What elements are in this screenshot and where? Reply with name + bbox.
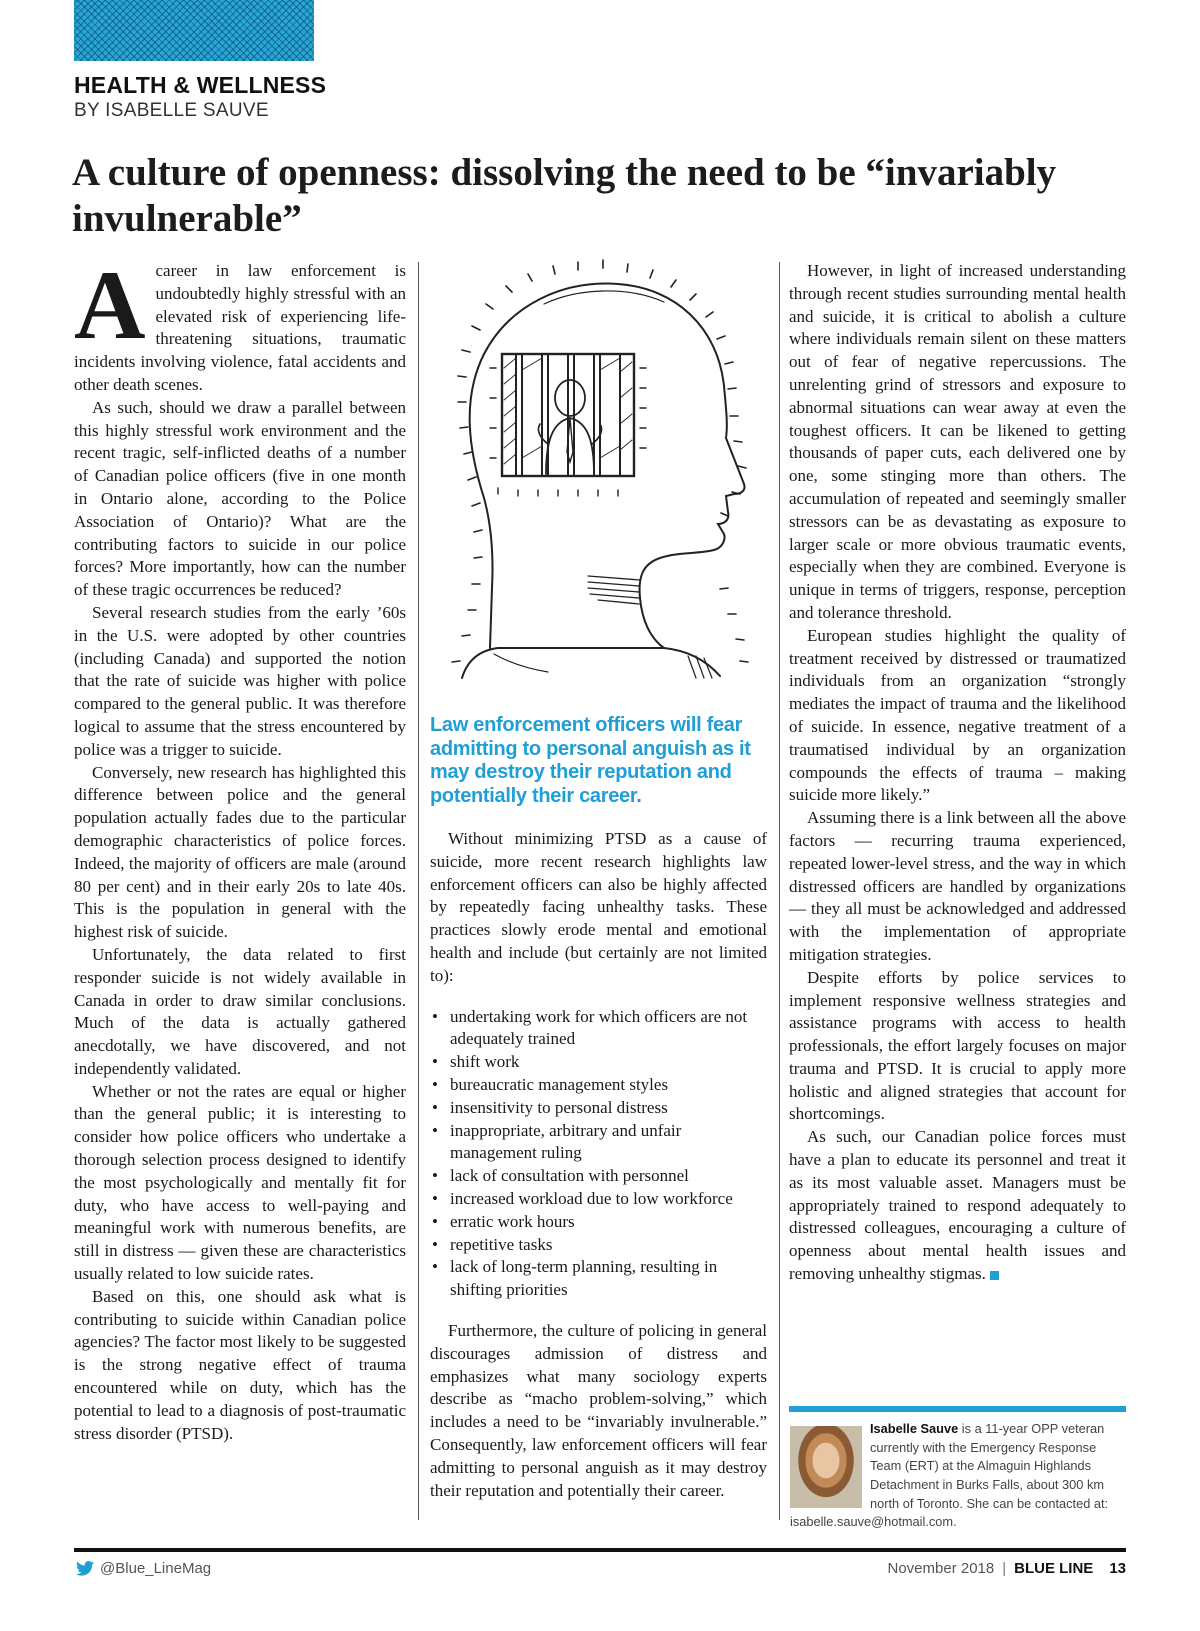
paragraph: As such, should we draw a parallel between this highly stressful work environment and the recent tragic, self-inflicted deaths of a number of Canadian police officers (five in one month in Ontario alone, according to the Police Association of Ontario)? What are the contributing factors to suicide in our police forces? More importantly, how can the number of these tragic occurrences be reduced?: [74, 397, 406, 600]
article-column-3: [789, 260, 1126, 1286]
paragraph: Despite efforts by police services to implement responsive wellness strategies and assistance programs with access to health professionals, the effort largely focuses on major trauma and PTSD. It is crucial to apply more holistic and aligned strategies that account for shortcomings.: [789, 967, 1126, 1124]
header-pattern-band: [74, 0, 314, 61]
pull-quote: Law enforcement officers will fear admitting to personal anguish as it may destroy their reputation and potentially their career.: [430, 714, 751, 807]
paragraph: Without minimizing PTSD as a cause of suicide, more recent research highlights law enforcement officers can also be highly affected by repeatedly facing unhealthy tasks. These practices slowly erode mental and emotional health and include (but certainly are not limited to):: [430, 829, 767, 985]
list-item: • lack of long-term planning, resulting in shifting priorities: [430, 1256, 767, 1302]
author-photo: [790, 1426, 862, 1508]
paragraph: Unfortunately, the data related to first responder suicide is not widely available in Canada in order to draw similar conclusions. Much of the data is actually gathered anecdotally, we have discovered, and not independently validated.: [74, 944, 406, 1078]
list-item: • increased workload due to low workforce: [430, 1188, 767, 1211]
article-headline: A culture of openness: dissolving the need to be “invariably invulnerable”: [72, 151, 1057, 240]
column-divider: [779, 262, 780, 1520]
paragraph: Assuming there is a link between all the above factors — recurring trauma experienced, repeated lower-level stress, and the way in which distressed officers are handled by organizations — they all must be acknowledged and addressed with the implementation of appropriate mitigation strategies.: [789, 808, 1126, 964]
footer-folio: [888, 1560, 1127, 1577]
article-column-1: [74, 251, 406, 1445]
section-label: HEALTH & WELLNESS: [74, 72, 327, 98]
list-item: • insensitivity to personal distress: [430, 1097, 767, 1120]
paragraph: Several research studies from the early ’60s in the U.S. were adopted by other countries (including Canada) and supported the notion that the rate of suicide was higher with police compared to the general public. It was therefore logical to assume that the stress encountered by police was a trigger to suicide.: [74, 602, 406, 759]
paragraph: Furthermore, the culture of policing in general discourages admission of distress and emphasizes what many sociology experts describe as “macho problem-solving,” which includes a need to be “invariably invulnerable.” Consequently, law enforcement officers will fear admitting to personal anguish as it may destroy their reputation and potentially their career.: [430, 1320, 767, 1500]
list-item: • repetitive tasks: [430, 1234, 767, 1257]
paragraph: Based on this, one should ask what is contributing to suicide within Canadian police agencies? The factor most likely to be suggested is the strong negative effect of trauma encountered while on duty, which has the potential to lead to a diagnosis of post-traumatic stress disorder (PTSD).: [74, 1286, 406, 1443]
folio-separator: |: [1002, 1560, 1007, 1577]
list-item: • lack of consultation with personnel: [430, 1165, 767, 1188]
page-number: 13: [1109, 1560, 1126, 1577]
footer-rule: [74, 1548, 1126, 1552]
author-name: Isabelle Sauve: [870, 1421, 959, 1436]
paragraph: A career in law enforcement is undoubtedly highly stressful with an elevated risk of experiencing life-threatening situations, traumatic incidents involving violence, fatal accidents and other death scenes.: [74, 251, 406, 394]
paragraph: However, in light of increased understanding through recent studies surrounding mental health and suicide, it is critical to abolish a culture where individuals remain silent on these matters out of fear of negative repercussions. The unrelenting grind of stressors and exposure to abnormal situations can wear away at even the toughest officers. It can be likened to getting thousands of paper cuts, each delivered one by one, some stinging more than others. The accumulation of repeated and seemingly smaller stressors can be as devastating as exposure to larger scale or more obvious traumatic events, especially when they are combined. Everyone is unique in terms of triggers, response, perception and tolerance threshold.: [789, 261, 1126, 622]
byline: BY ISABELLE SAUVE: [74, 100, 269, 121]
head-prison-illustration: [428, 258, 770, 692]
bio-accent-bar: [789, 1406, 1126, 1412]
twitter-bird-icon: [76, 1561, 94, 1576]
end-of-article-mark: [990, 1271, 999, 1280]
stressor-list: [430, 1006, 767, 1302]
paragraph: European studies highlight the quality of treatment received by distressed or traumatized individuals from an organization “strongly mediates the impact of trauma and the likelihood of suicide. In essence, negative treatment of a traumatised individual by an organization compounds the effects of trauma – making suicide more likely.”: [789, 625, 1126, 805]
list-item: • shift work: [430, 1051, 767, 1074]
paragraph: As such, our Canadian police forces must have a plan to educate its personnel and treat it as its most valuable asset. Managers must be appropriately trained to respond adequately to distressed colleagues, encouraging a culture of openness about mental health issues and removing unhealthy stigmas.: [789, 1127, 1126, 1284]
drop-cap: A: [74, 251, 146, 360]
magazine-name: BLUE LINE: [1014, 1560, 1094, 1577]
list-item: • inappropriate, arbitrary and unfair management ruling: [430, 1120, 767, 1166]
list-item: • bureaucratic management styles: [430, 1074, 767, 1097]
author-bio: Isabelle Sauve is a 11-year OPP veteran currently with the Emergency Response Team (ERT) at the Almaguin Highlands Detachment in Burks Falls, about 300 km north of Toronto. She can be contacted at:: [870, 1421, 1109, 1511]
footer-social[interactable]: [76, 1560, 211, 1577]
article-column-2: [430, 828, 767, 1502]
issue-date: November 2018: [887, 1560, 995, 1577]
list-item: • erratic work hours: [430, 1211, 767, 1234]
column-divider: [418, 262, 419, 1520]
paragraph: Whether or not the rates are equal or higher than the general public; it is interesting to consider how police officers who undertake a thorough selection process designed to identify the most psychologically and mentally fit for duty, who have access to well-paying and meaningful work with numerous benefits, are still in distress — given these are characteristics usually related to low suicide rates.: [74, 1081, 406, 1284]
list-item: • undertaking work for which officers are not adequately trained: [430, 1006, 767, 1052]
paragraph: Conversely, new research has highlighted this difference between police and the general population actually fades due to the particular demographic characteristics of police forces. Indeed, the majority of officers are male (around 80 per cent) and in their early 20s to late 40s. This is the population in general with the highest risk of suicide.: [74, 762, 406, 942]
author-email[interactable]: isabelle.sauve@hotmail.com.: [790, 1514, 957, 1529]
twitter-handle: @Blue_LineMag: [100, 1560, 212, 1577]
